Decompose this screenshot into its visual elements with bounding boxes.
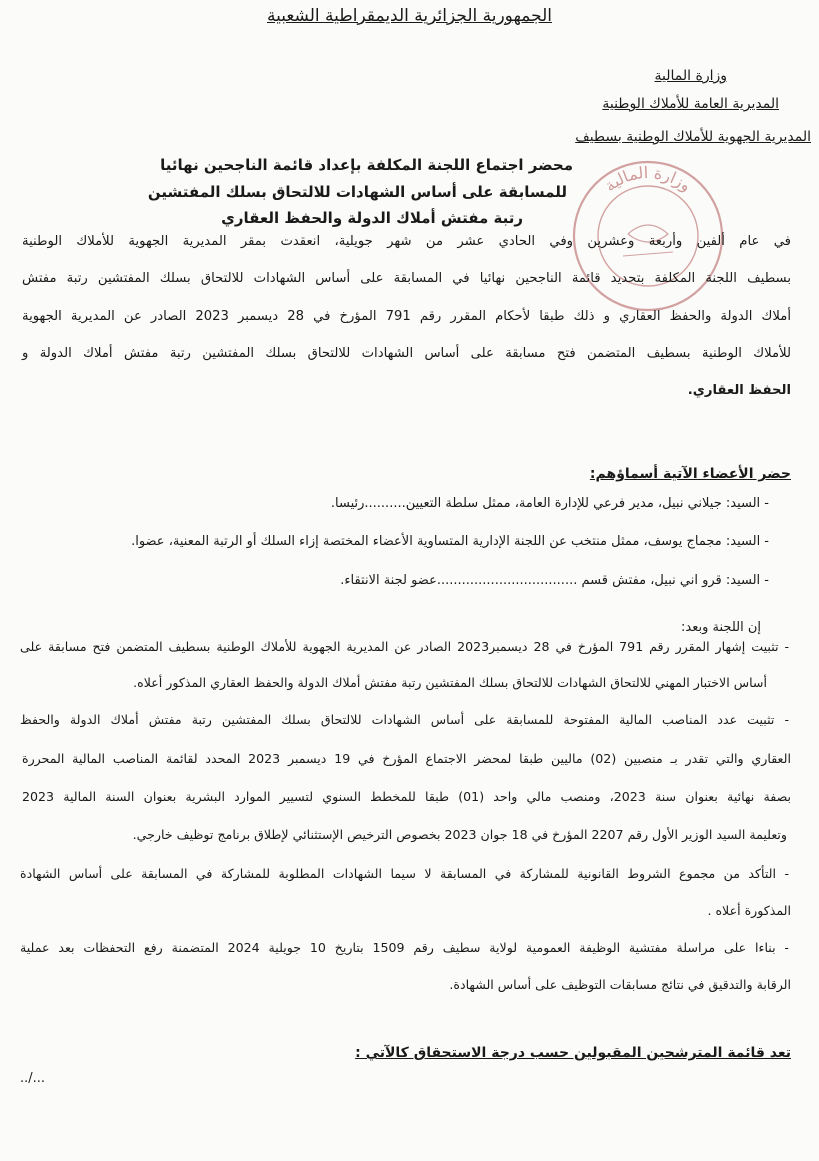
republic-header: الجمهورية الجزائرية الديمقراطية الشعبية <box>266 6 553 26</box>
title-line-1: محضر اجتماع اللجنة المكلفة بإعداد قائمة الناجحين نهائيا <box>160 156 573 174</box>
member-1: - السيد: جيلاني نبيل، مدير فرعي للإدارة العامة، ممثل سلطة التعيين..........رئيسا. <box>330 496 769 511</box>
action-3-line-2: المذكورة أعلاه . <box>707 903 791 918</box>
member-3: - السيد: قرو اني نبيل، مفتش قسم ..................................عضو لجنة الانتقاء. <box>340 573 769 588</box>
regional-directorate: المديرية الجهوية للأملاك الوطنية بسطيف <box>575 129 811 145</box>
members-heading: حضر الأعضاء الآتية أسماؤهم: <box>589 466 791 482</box>
title-line-2: للمسابقة على أساس الشهادات للالتحاق بسلك المفتشين <box>147 183 567 201</box>
action-2-line-1: - تثبيت عدد المناصب المالية المفتوحة للمسابقة على أساس الشهادات للالتحاق بسلك المفتشين رتبة مفتش أملاك الدولة والحفظ <box>20 712 789 727</box>
ministry-name: وزارة المالية <box>654 68 727 84</box>
action-1-line-2: أساس الاختبار المهني للالتحاق الشهادات للالتحاق بسلك المفتشين رتبة مفتش أملاك الدولة والحفظ العقاري المذكور أعلاه. <box>133 675 767 690</box>
intro-line-2: بسطيف اللجنة المكلفة بتحديد قائمة الناجحين نهائيا في المسابقة على أساس الشهادات للالتحاق بسلك المفتشين رتبة مفتش <box>22 271 791 286</box>
action-4-line-2: الرقابة والتدقيق في نتائج مسابقات التوظيف على أساس الشهادة. <box>449 977 791 992</box>
action-2-line-4: وتعليمة السيد الوزير الأول رقم 2207 المؤرخ في 18 جوان 2023 بخصوص الترخيص الإستثنائي لإطلاق برنامج توظيف خارجي. <box>132 827 787 842</box>
continuation-mark: ../... <box>20 1071 46 1086</box>
intro-line-3: أملاك الدولة والحفظ العقاري و ذلك طبقا لأحكام المقرر رقم 791 المؤرخ في 28 ديسمبر 2023 الصادر عن المديرية الجهوية <box>22 309 792 324</box>
action-2-line-3: بصفة نهائية بعنوان سنة 2023، ومنصب مالي واحد (01) طبقا للمخطط السنوي لتسيير الموارد البشرية بعنوان السنة المالية 2023 <box>22 789 791 804</box>
member-2: - السيد: مجماج يوسف، ممثل منتخب عن اللجنة الإدارية المتساوية الأعضاء المختصة إزاء السلك أو الرتبة المعنية، عضوا. <box>131 534 769 549</box>
action-3-line-1: - التأكد من مجموع الشروط القانونية للمشاركة في المسابقة لا سيما الشهادات المطلوبة للمشاركة في المسابقة على أساس الشهادة <box>20 866 789 881</box>
action-4-line-1: - بناءا على مراسلة مفتشية الوظيفة العمومية لولاية سطيف رقم 1509 بتاريخ 10 جويلية 2024 المتضمنة رفع التحفظات بعد عملية <box>20 940 789 955</box>
general-directorate: المديرية العامة للأملاك الوطنية <box>602 96 779 112</box>
intro-line-1: في عام ألفين وأربعة وعشرين وفي الحادي عشر من شهر جويلية، انعقدت بمقر المديرية الجهوية للأملاك الوطنية <box>22 234 791 249</box>
committee-opening: إن اللجنة وبعد: <box>681 620 761 635</box>
action-1-line-1: - تثبيت إشهار المقرر رقم 791 المؤرخ في 28 ديسمبر2023 الصادر عن المديرية الجهوية للأملاك الوطنية بسطيف المتضمن فتح مسابقة على <box>20 639 789 654</box>
svg-text:وزارة المالية <box>601 163 695 196</box>
title-line-3: رتبة مفتش أملاك الدولة والحفظ العقاري <box>221 209 523 227</box>
action-2-line-2: العقاري والتي تقدر بـ منصبين (02) ماليين طبقا لمحضر الاجتماع المؤرخ في 19 ديسمبر 2023 المحدد لقائمة المناصب المالية المحررة <box>22 751 791 766</box>
final-heading: تعد قائمة المترشحين المقبولين حسب درجة الاستحقاق كالآتي : <box>355 1045 791 1061</box>
intro-line-5: الحفظ العقاري. <box>687 383 791 398</box>
stamp-text: وزارة المالية <box>600 162 696 196</box>
intro-line-4: للأملاك الوطنية بسطيف المتضمن فتح مسابقة على أساس الشهادات للالتحاق بسلك المفتشين رتبة مفتش أملاك الدولة و <box>22 346 791 361</box>
